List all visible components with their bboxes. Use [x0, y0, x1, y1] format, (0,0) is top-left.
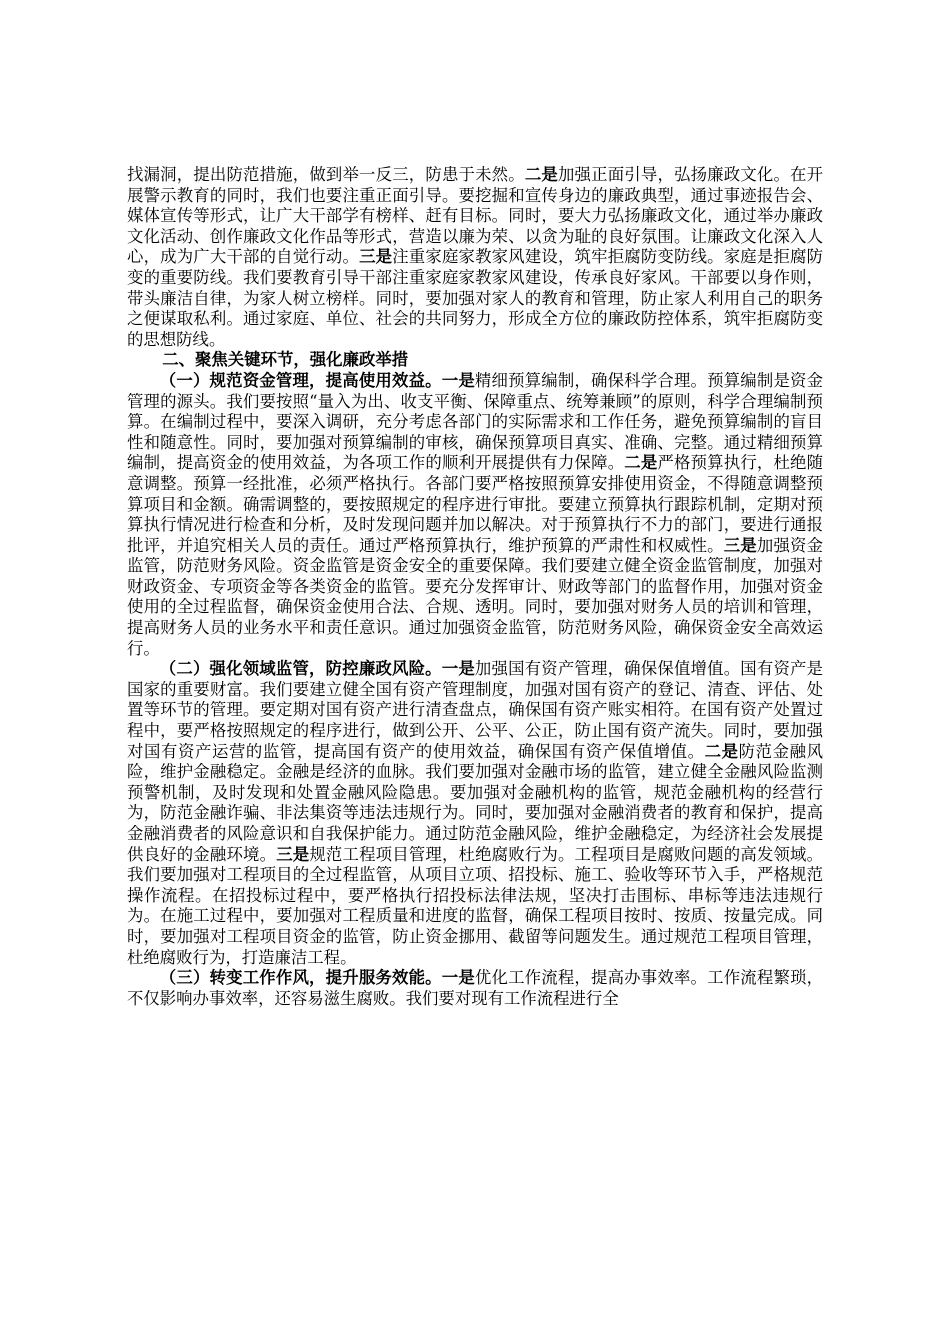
text-run: 加强国有资产管理，确保保值增值。国有资产是国家的重要财富。我们要建立健全国有资产管理制度，加强对国有资产的登记、清查、评估、处置等环节的管理。要定期对国有资产进行清查盘点，确保国有资产账实相符。在国有资产处置过程中，要严格按照规定的程序进行，做到公开、公平、公正，防止国有资产流失。同时，要加强对国有资产运营的监管，提高国有资产的使用效益，确保国有资产保值增值。	[127, 659, 824, 761]
bold-run: （二）强化领域监管，防控廉政风险。一是	[159, 659, 475, 679]
text-run: 精细预算编制，确保科学合理。预算编制是资金管理的源头。我们要按照“量入为出、收支平衡、保障重点、统筹兼顾”的原则，科学合理编制预算。在编制过程中，要深入调研，充分考虑各部门的实际需求和工作任务，避免预算编制的盲目性和随意性。同时，要加强对预算编制的审核，确保预算项目真实、准确、完整。通过精细预算编制，提高资金的使用效益，为各项工作的顺利开展提供有力保障。	[127, 370, 824, 473]
section-heading-text: 二、聚焦关键环节，强化廉政举措	[162, 350, 409, 370]
paragraph-work-style	[127, 968, 823, 1009]
bold-run: 三是	[359, 247, 393, 267]
bold-run: 三是	[723, 535, 757, 555]
text-run: 找漏洞，提出防范措施，做到举一反三，防患于未然。	[127, 165, 525, 184]
bold-run: 三是	[276, 844, 310, 864]
bold-run: （一）规范资金管理，提高使用效益。一是	[159, 370, 475, 390]
text-run: 严格预算执行，杜绝随意调整。预算一经批准，必须严格执行。各部门要严格按照预算安排使用资金，不得随意调整预算项目和金额。确需调整的，要按照规定的程序进行审批。要建立预算执行跟踪机制，定期对预算执行情况进行检查和分析，及时发现问题并加以解决。对于预算执行不力的部门，要进行通报批评，并追究相关人员的责任。通过严格预算执行，维护预算的严肃性和权威性。	[127, 453, 824, 555]
text-run: 加强正面引导，弘扬廉政文化。在开展警示教育的同时，我们也要注重正面引导。要挖掘和宣传身边的廉政典型，通过事迹报告会、媒体宣传等形式，让广大干部学有榜样、赶有目标。同时，要大力弘扬廉政文化，通过举办廉政文化活动、创作廉政文化作品等形式，营造以廉为荣、以贪为耻的良好氛围。让廉政文化深入人心，成为广大干部的自觉行动。	[127, 165, 824, 267]
text-run: 注重家庭家教家风建设，筑牢拒腐防变防线。家庭是拒腐防变的重要防线。我们要教育引导干部注重家庭家教家风建设，传承良好家风。干部要以身作则，带头廉洁自律，为家人树立榜样。同时，要加强对家人的教育和管理，防止家人利用自己的职务之便谋取私利。通过家庭、单位、社会的共同努力，形成全方位的廉政防控体系，筑牢拒腐防变的思想防线。	[127, 247, 824, 349]
paragraph-field-supervision	[127, 659, 823, 968]
paragraph-fund-management	[127, 371, 823, 659]
paragraph-anti-corruption-culture	[127, 165, 823, 350]
text-run: 规范工程项目管理，杜绝腐败行为。工程项目是腐败问题的高发领域。我们要加强对工程项目的全过程监管，从项目立项、招投标、施工、验收等环节入手，严格规范操作流程。在招投标过程中，要严格执行招投标法律法规，坚决打击围标、串标等违法违规行为。在施工过程中，要加强对工程质量和进度的监督，确保工程项目按时、按质、按量完成。同时，要加强对工程项目资金的监管，防止资金挪用、截留等问题发生。通过规范工程项目管理，杜绝腐败行为，打造廉洁工程。	[127, 844, 824, 967]
text-run: 优化工作流程，提高办事效率。工作流程繁琐，不仅影响办事效率，还容易滋生腐败。我们要对现有工作流程进行全	[127, 968, 824, 1008]
bold-run: 二是	[704, 741, 739, 761]
section-heading	[127, 350, 823, 371]
text-run: 加强资金监管，防范财务风险。资金监管是资金安全的重要保障。我们要建立健全资金监管制度，加强对财政资金、专项资金等各类资金的监管。要充分发挥审计、财政等部门的监督作用，加强对资金使用的全过程监督，确保资金使用合法、合规、透明。同时，要加强对财务人员的培训和管理，提高财务人员的业务水平和责任意识。通过加强资金监管，防范财务风险，确保资金安全高效运行。	[127, 535, 824, 658]
bold-run: （三）转变工作作风，提升服务效能。一是	[159, 968, 475, 988]
text-run: 防范金融风险，维护金融稳定。金融是经济的血脉。我们要加强对金融市场的监管，建立健全金融风险监测预警机制，及时发现和处置金融风险隐患。要加强对金融机构的监管，规范金融机构的经营行为，防范金融诈骗、非法集资等违法违规行为。同时，要加强对金融消费者的教育和保护，提高金融消费者的风险意识和自我保护能力。通过防范金融风险，维护金融稳定，为经济社会发展提供良好的金融环境。	[127, 741, 824, 864]
document-page	[127, 165, 823, 1009]
bold-run: 二是	[524, 165, 558, 184]
bold-run: 二是	[624, 453, 658, 473]
